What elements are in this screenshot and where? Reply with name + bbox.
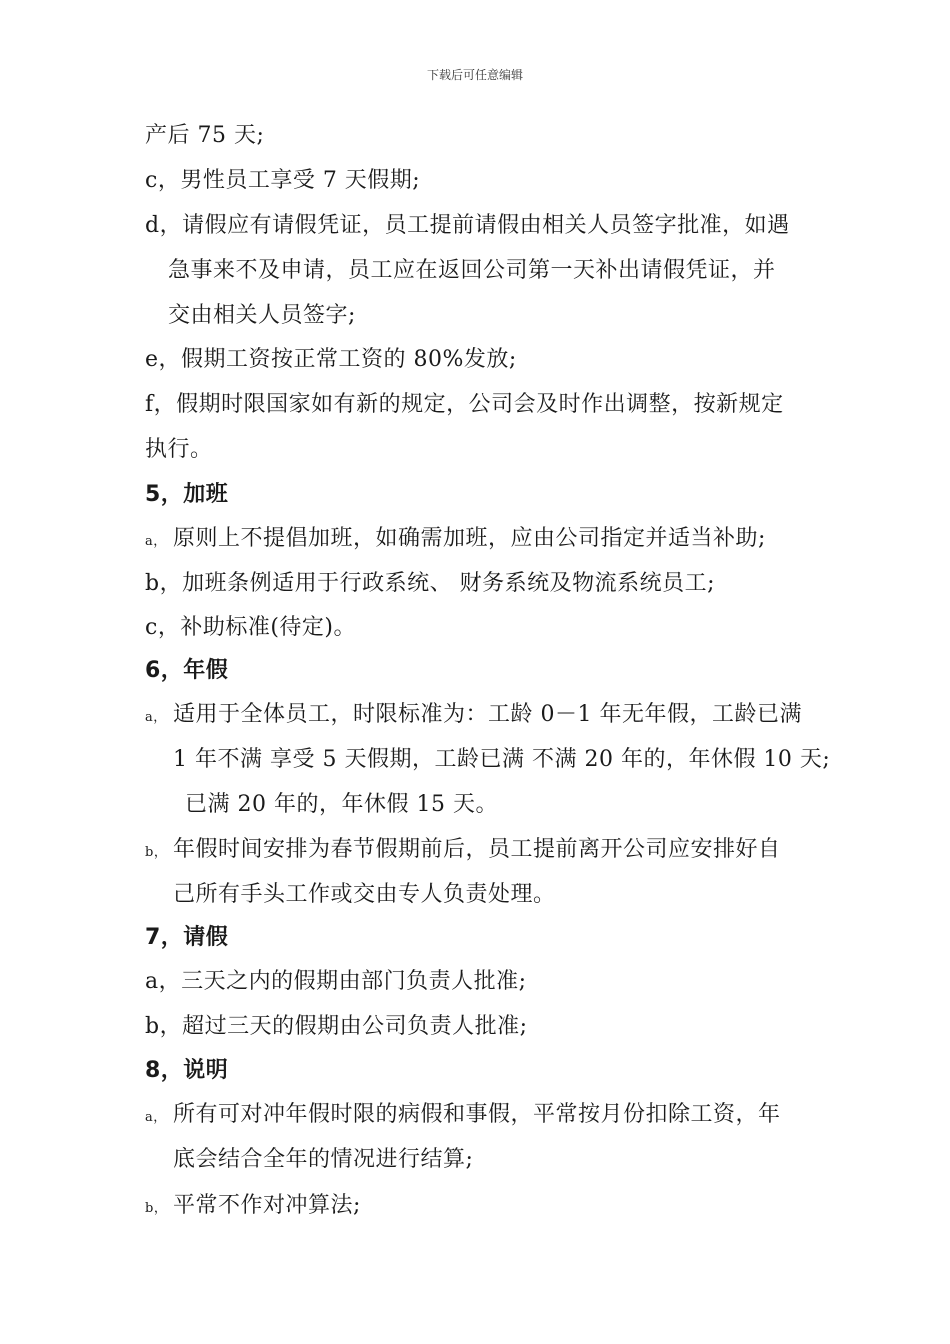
text-line: 交由相关人员签字; bbox=[168, 303, 356, 328]
section-heading-notes: 8，说明 bbox=[145, 1058, 229, 1083]
text-line: 产后 75 天; bbox=[145, 123, 265, 148]
text-line: b，超过三天的假期由公司负责人批准; bbox=[145, 1014, 528, 1039]
text-line: 年假时间安排为春节假期前后，员工提前离开公司应安排好自 bbox=[173, 837, 781, 862]
text-line: 底会结合全年的情况进行结算; bbox=[173, 1147, 474, 1172]
section-heading-annual-leave: 6，年假 bbox=[145, 658, 229, 683]
text-line: f，假期时限国家如有新的规定，公司会及时作出调整，按新规定 bbox=[145, 392, 784, 417]
text-line: a，三天之内的假期由部门负责人批准; bbox=[145, 969, 527, 994]
text-line: 所有可对冲年假时限的病假和事假，平常按月份扣除工资，年 bbox=[173, 1102, 781, 1127]
page-header: 下载后可任意编辑 bbox=[426, 68, 523, 82]
text-line: 已满 20 年的，年休假 15 天。 bbox=[185, 792, 498, 817]
text-line: e，假期工资按正常工资的 80%发放; bbox=[145, 347, 517, 372]
text-line: 执行。 bbox=[145, 437, 213, 462]
text-line: d，请假应有请假凭证，员工提前请假由相关人员签字批准，如遇 bbox=[145, 213, 790, 238]
text-line: 1 年不满 享受 5 天假期，工龄已满 不满 20 年的，年休假 10 天; bbox=[173, 747, 831, 772]
list-marker: a， bbox=[145, 1110, 167, 1125]
section-heading-leave-request: 7，请假 bbox=[145, 925, 229, 950]
text-line: b，加班条例适用于行政系统、 财务系统及物流系统员工; bbox=[145, 571, 715, 596]
text-line: 适用于全体员工，时限标准为：工龄 0－1 年无年假，工龄已满 bbox=[173, 702, 802, 727]
section-heading-overtime: 5，加班 bbox=[145, 482, 229, 507]
list-marker: b， bbox=[145, 1201, 168, 1216]
text-line: 急事来不及申请，员工应在返回公司第一天补出请假凭证，并 bbox=[168, 258, 776, 283]
list-marker: b， bbox=[145, 845, 168, 860]
text-line: 己所有手头工作或交由专人负责处理。 bbox=[173, 882, 556, 907]
text-line: 原则上不提倡加班，如确需加班，应由公司指定并适当补助; bbox=[173, 526, 766, 551]
list-marker: a， bbox=[145, 534, 167, 549]
text-line: c，男性员工享受 7 天假期; bbox=[145, 168, 421, 193]
list-marker: a， bbox=[145, 710, 167, 725]
text-line: c，补助标准(待定)。 bbox=[145, 615, 356, 640]
text-line: 平常不作对冲算法; bbox=[173, 1193, 361, 1218]
